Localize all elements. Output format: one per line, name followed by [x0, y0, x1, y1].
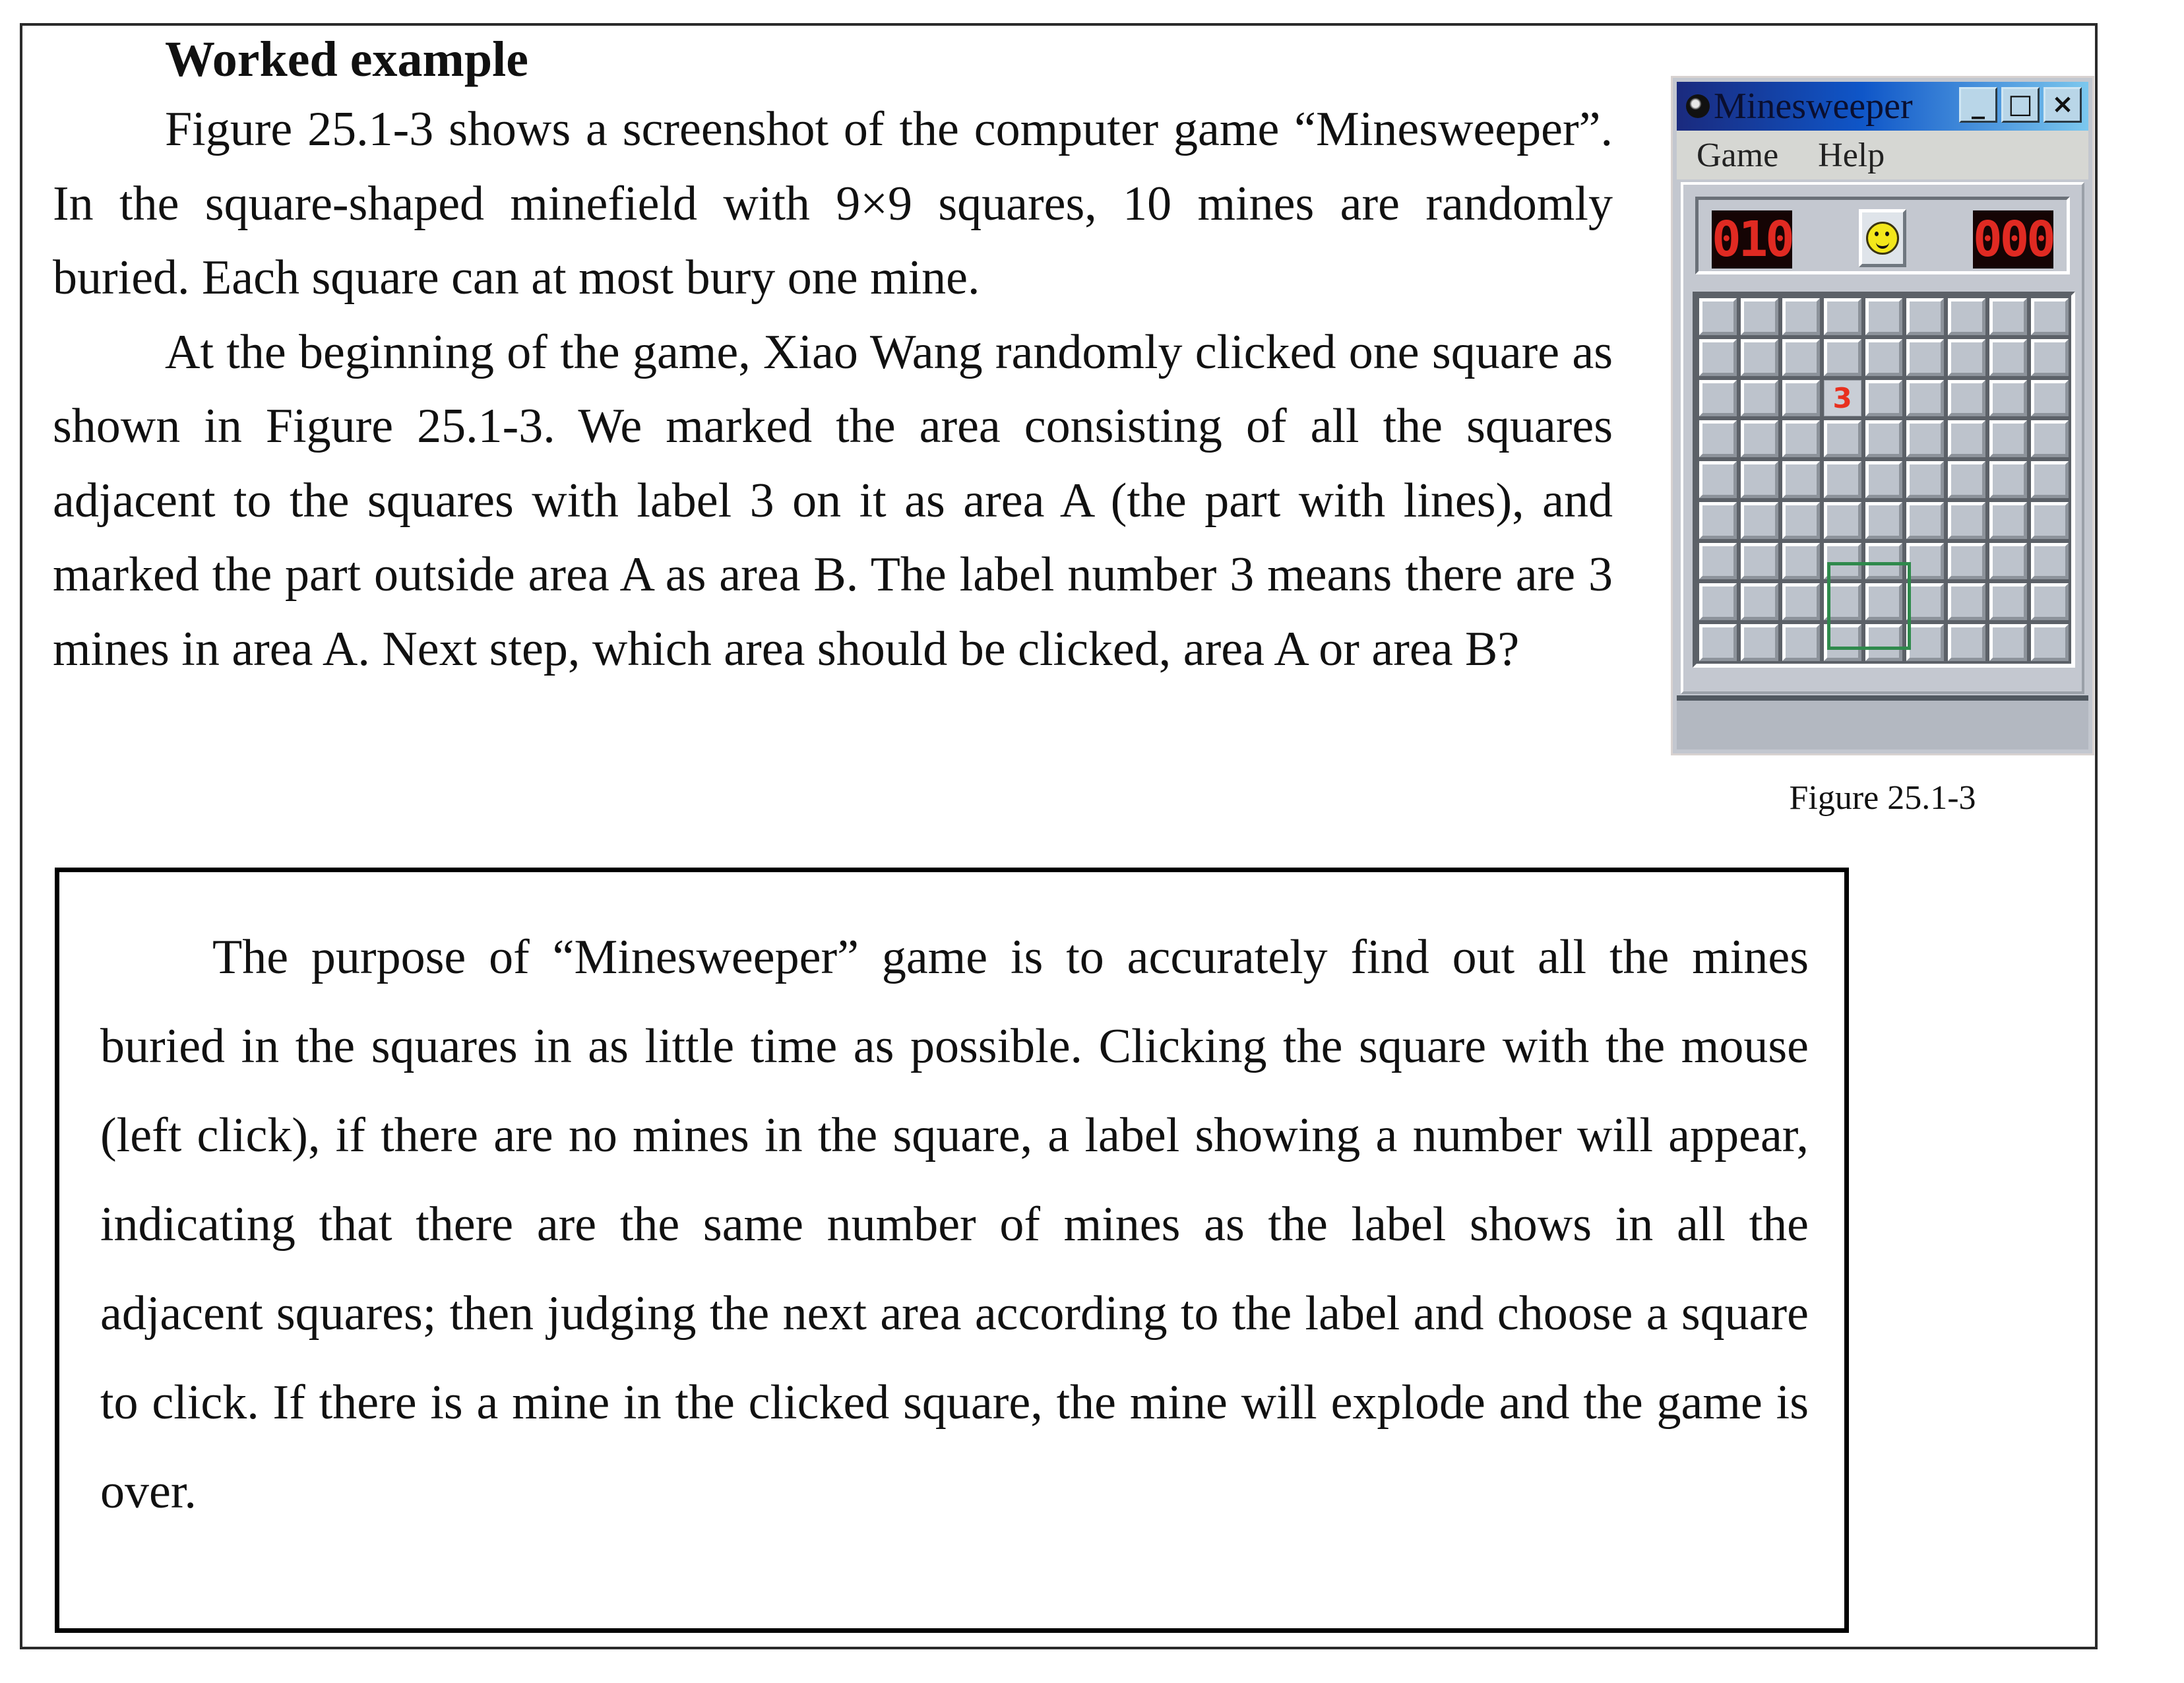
minesweeper-window	[1671, 76, 2094, 755]
mine-cell[interactable]	[1824, 502, 1861, 539]
minimize-icon: _	[1972, 89, 1985, 119]
mine-cell[interactable]	[1989, 583, 2027, 620]
mine-cell[interactable]	[1741, 624, 1778, 661]
close-button[interactable]	[2044, 87, 2082, 123]
mine-cell[interactable]	[1824, 420, 1861, 457]
mine-cell[interactable]	[1865, 502, 1903, 539]
mine-cell[interactable]	[1865, 420, 1903, 457]
mine-cell[interactable]	[1989, 543, 2027, 580]
mine-cell[interactable]	[1824, 461, 1861, 498]
mine-cell[interactable]	[1824, 298, 1861, 335]
mine-cell[interactable]	[1865, 298, 1903, 335]
menu-help[interactable]: Help	[1818, 136, 1885, 174]
mine-cell[interactable]	[1948, 339, 1985, 376]
mine-cell[interactable]	[1782, 298, 1820, 335]
explanation-paragraph: The purpose of “Minesweeper” game is to accurately find out all the mines buried in the squares in as little time as possible. Clicking the square with the mouse (left click), if there are no mines in the square, a label showing a number will appear, indicating that there are the same number of mines as the label shows in all the adjacent squares; then judging the next area according to the label and choose a square to click. If there is a mine in the clicked square, the mine will explode and the game is over.	[100, 930, 1809, 1519]
mine-cell[interactable]	[1948, 543, 1985, 580]
mine-cell[interactable]	[1865, 583, 1903, 620]
mine-counter: 010	[1712, 211, 1792, 268]
mine-cell[interactable]	[1948, 624, 1985, 661]
title-bar[interactable]	[1677, 82, 2088, 131]
mine-cell[interactable]	[1824, 339, 1861, 376]
mine-cell[interactable]	[1989, 461, 2027, 498]
mine-cell[interactable]	[1865, 339, 1903, 376]
mine-cell[interactable]	[1906, 461, 1944, 498]
mine-cell[interactable]	[1782, 380, 1820, 417]
mine-cell[interactable]	[1906, 339, 1944, 376]
mine-cell[interactable]	[1906, 502, 1944, 539]
window-title: Minesweeper	[1714, 86, 1913, 127]
mine-cell[interactable]	[1699, 461, 1737, 498]
minefield	[1693, 292, 2075, 668]
game-body	[1681, 182, 2084, 694]
mine-cell[interactable]	[2031, 502, 2069, 539]
mine-cell[interactable]	[1906, 298, 1944, 335]
maximize-icon: □	[2008, 89, 2033, 119]
mine-cell[interactable]	[1699, 298, 1737, 335]
mine-cell[interactable]	[1906, 583, 1944, 620]
mine-cell[interactable]	[1741, 543, 1778, 580]
minefield-grid	[1697, 296, 2071, 664]
mine-cell[interactable]	[1782, 339, 1820, 376]
mine-cell[interactable]	[1699, 380, 1737, 417]
mine-cell[interactable]	[2031, 420, 2069, 457]
mine-cell[interactable]	[1741, 420, 1778, 457]
mine-cell[interactable]	[1948, 420, 1985, 457]
menu-bar	[1677, 131, 2088, 179]
mine-cell[interactable]	[1948, 298, 1985, 335]
mine-cell[interactable]	[2031, 339, 2069, 376]
intro-paragraph-2: At the beginning of the game, Xiao Wang randomly clicked one square as shown in Figure 25.1-3. We marked the area consisting of all the squares adjacent to the squares with label 3 on it as area A (the part with lines), and marked the part outside area A as area B. The label number 3 means there are 3 mines in area A. Next step, which area should be clicked, area A or area B?	[53, 325, 1613, 676]
mine-cell[interactable]	[1699, 339, 1737, 376]
mine-cell[interactable]	[1989, 339, 2027, 376]
mine-cell[interactable]	[1906, 624, 1944, 661]
mine-app-icon	[1686, 94, 1710, 118]
mine-cell[interactable]	[1989, 420, 2027, 457]
explanation-box	[55, 868, 1849, 1633]
window-controls	[1959, 87, 2082, 123]
mine-cell[interactable]	[1741, 339, 1778, 376]
mine-cell[interactable]	[1782, 583, 1820, 620]
mine-cell[interactable]	[1741, 502, 1778, 539]
mine-cell[interactable]	[1782, 624, 1820, 661]
mine-cell[interactable]	[2031, 583, 2069, 620]
menu-game[interactable]: Game	[1697, 136, 1779, 174]
mine-cell[interactable]	[1906, 543, 1944, 580]
mine-cell[interactable]	[1865, 461, 1903, 498]
window-bottom-bar	[1677, 695, 2088, 749]
mine-cell[interactable]	[1782, 420, 1820, 457]
mine-cell[interactable]	[1741, 583, 1778, 620]
mine-cell[interactable]	[1948, 461, 1985, 498]
mine-cell[interactable]	[1989, 624, 2027, 661]
mine-cell[interactable]	[1741, 380, 1778, 417]
mine-cell[interactable]	[1824, 583, 1861, 620]
smiley-face-icon	[1866, 222, 1899, 255]
revealed-cell[interactable]: 3	[1824, 380, 1861, 417]
intro-paragraph-1: Figure 25.1-3 shows a screenshot of the computer game “Minesweeper”. In the square-shaped minefield with 9×9 squares, 10 mines are randomly buried. Each square can at most bury one mine.	[53, 102, 1613, 305]
mine-cell[interactable]	[1782, 543, 1820, 580]
mine-cell[interactable]	[1699, 624, 1737, 661]
mine-cell[interactable]	[1906, 420, 1944, 457]
mine-cell[interactable]	[1699, 502, 1737, 539]
mine-cell[interactable]	[1989, 502, 2027, 539]
mine-cell[interactable]	[2031, 380, 2069, 417]
close-icon: ×	[2051, 89, 2074, 119]
mine-cell[interactable]	[2031, 298, 2069, 335]
mine-cell[interactable]	[1699, 420, 1737, 457]
mine-cell[interactable]	[2031, 624, 2069, 661]
mine-cell[interactable]	[1948, 502, 1985, 539]
intro-text	[53, 92, 1613, 686]
mine-cell[interactable]	[1865, 543, 1903, 580]
minimize-button[interactable]	[1959, 87, 1997, 123]
timer-display: 000	[1973, 211, 2053, 268]
figure-caption: Figure 25.1-3	[1789, 779, 1976, 817]
mine-cell[interactable]	[1782, 502, 1820, 539]
mine-cell[interactable]	[1741, 298, 1778, 335]
mine-cell[interactable]	[1948, 380, 1985, 417]
mine-cell[interactable]	[1906, 380, 1944, 417]
mine-cell[interactable]	[1699, 583, 1737, 620]
mine-cell[interactable]	[1699, 543, 1737, 580]
mine-cell[interactable]	[1741, 461, 1778, 498]
maximize-button[interactable]	[2001, 87, 2040, 123]
section-heading: Worked example	[165, 32, 528, 87]
mine-cell[interactable]	[2031, 543, 2069, 580]
mine-cell[interactable]	[1989, 298, 2027, 335]
new-game-button[interactable]	[1859, 209, 1906, 267]
mine-cell[interactable]	[1824, 543, 1861, 580]
mine-cell[interactable]	[1782, 461, 1820, 498]
mine-cell[interactable]	[1865, 380, 1903, 417]
mine-cell[interactable]	[1865, 624, 1903, 661]
mine-cell[interactable]	[1989, 380, 2027, 417]
status-panel	[1695, 197, 2070, 274]
mine-cell[interactable]	[2031, 461, 2069, 498]
mine-cell[interactable]	[1948, 583, 1985, 620]
mine-cell[interactable]	[1824, 624, 1861, 661]
